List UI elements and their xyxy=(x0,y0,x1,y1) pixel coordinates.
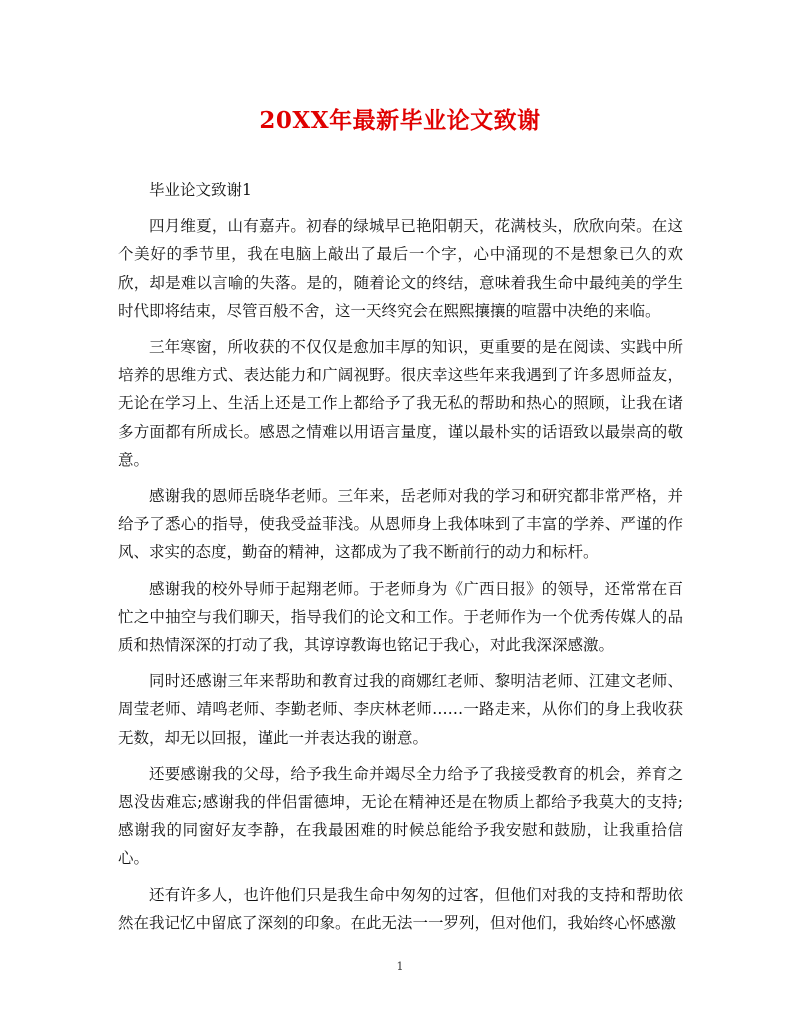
document-body xyxy=(118,176,683,937)
paragraph-2: 三年寒窗，所收获的不仅仅是愈加丰厚的知识，更重要的是在阅读、实践中所培养的思维方式、表达能力和广阔视野。很庆幸这些年来我遇到了许多恩师益友，无论在学习上、生活上还是工作上都给予了我无私的帮助和热心的照顾，让我在诸多方面都有所成长。感恩之情难以用语言量度，谨以最朴实的话语致以最崇高的敬意。 xyxy=(118,338,683,469)
section-heading: 毕业论文致谢1 xyxy=(149,181,252,199)
paragraph-1: 四月维夏，山有嘉卉。初春的绿城早已艳阳朝天，花满枝头，欣欣向荣。在这个美好的季节里，我在电脑上敲出了最后一个字，心中涌现的不是想象已久的欢欣，却是难以言喻的失落。是的，随着论文的终结，意味着我生命中最纯美的学生时代即将结束，尽管百般不舍，这一天终究会在熙熙攘攘的喧嚣中决绝的来临。 xyxy=(118,217,683,320)
document-title: 20XX年最新毕业论文致谢 xyxy=(259,107,541,134)
paragraph-4: 感谢我的校外导师于起翔老师。于老师身为《广西日报》的领导，还常常在百忙之中抽空与我们聊天，指导我们的论文和工作。于老师作为一个优秀传媒人的品质和热情深深的打动了我，其谆谆教诲也铭记于我心，对此我深深感激。 xyxy=(118,579,683,655)
paragraph-7: 还有许多人，也许他们只是我生命中匆匆的过客，但他们对我的支持和帮助依然在我记忆中留底了深刻的印象。在此无法一一罗列，但对他们，我始终心怀感激 xyxy=(118,885,683,932)
paragraph-5: 同时还感谢三年来帮助和教育过我的商娜红老师、黎明洁老师、江建文老师、周莹老师、靖鸣老师、李勤老师、李庆林老师……一路走来，从你们的身上我收获无数，却无以回报，谨此一并表达我的谢意。 xyxy=(118,672,683,747)
paragraph-3: 感谢我的恩师岳晓华老师。三年来，岳老师对我的学习和研究都非常严格，并给予了悉心的指导，使我受益菲浅。从恩师身上我体味到了丰富的学养、严谨的作风、求实的态度，勤奋的精神，这都成为了我不断前行的动力和标杆。 xyxy=(118,487,683,562)
paragraph-6: 还要感谢我的父母，给予我生命并竭尽全力给予了我接受教育的机会，养育之恩没齿难忘;感谢我的伴侣雷德坤，无论在精神还是在物质上都给予我莫大的支持;感谢我的同窗好友李静，在我最困难的时候总能给予我安慰和鼓励，让我重拾信心。 xyxy=(118,764,683,868)
page-number: 1 xyxy=(396,960,404,973)
